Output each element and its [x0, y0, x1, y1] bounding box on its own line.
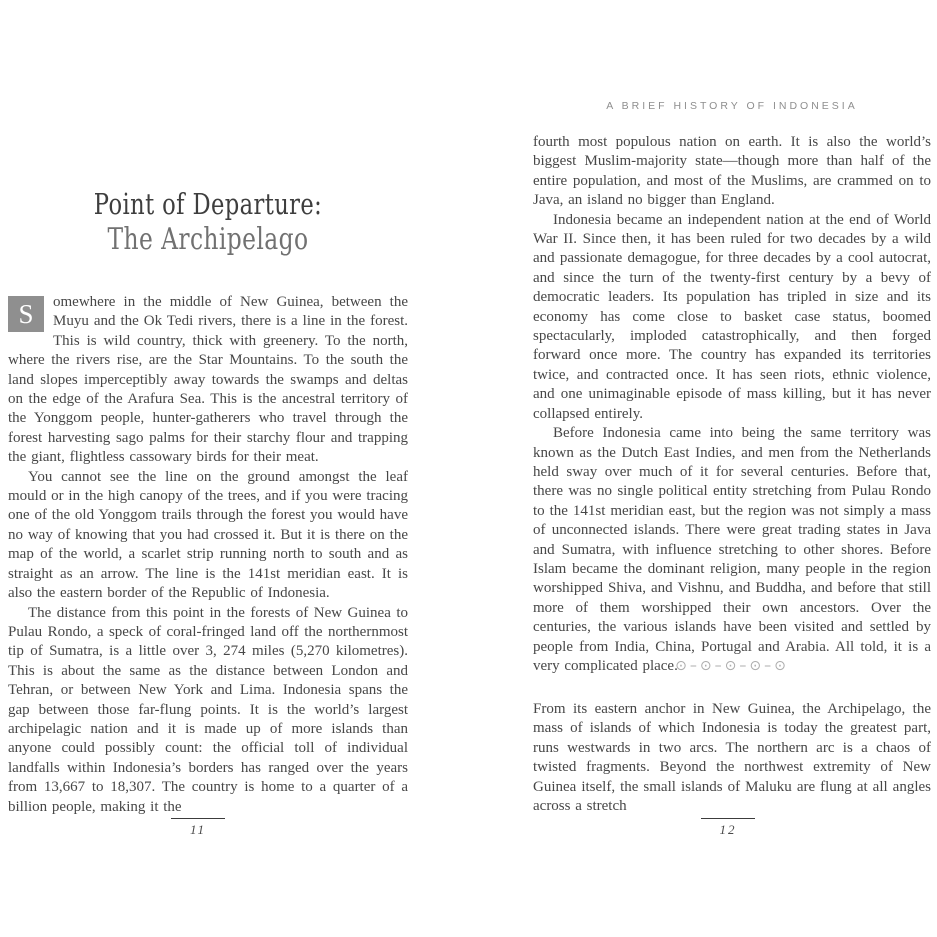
- left-page-footer: [8, 818, 388, 838]
- opening-paragraph: [8, 293, 408, 468]
- page-number: 12: [719, 822, 737, 837]
- page-left: [8, 0, 408, 937]
- opening-paragraph-text: omewhere in the middle of New Guinea, between the Muyu and the Ok Tedi rivers, there is a line in the forest. This is wild country, thick with greenery. To the north, where the rivers rise, are the Star Mountains. To the south the land slopes imperceptibly away towards the swamps and deltas on the edge of the Arafura Sea. This is the ancestral territory of the Yonggom people, hunter-gatherers who travel through the forest harvesting sago palms for their starchy flour and trapping the giant, flightless cassowary birds for their meat.: [8, 294, 408, 466]
- post-ornament-paragraph: From its eastern anchor in New Guinea, the Archipelago, the mass of islands of which Indonesia is today the greatest part, runs westwards in two arcs. The northern arc is a chaos of twisted fragments. Beyond the northwest extremity of New Guinea itself, the small islands of Maluku are flung at all angles across a stretch: [533, 701, 931, 815]
- footer-rule: [701, 818, 755, 819]
- right-page-footer: [533, 818, 923, 838]
- page-number: 11: [189, 822, 207, 837]
- paragraph: You cannot see the line on the ground amongst the leaf mould or in the high canopy of the trees, and if you were tracing one of the old Yonggom trails through the forest you would have no way of knowing that you had crossed it. But it is there on the map of the world, a scarlet strip running north to south and as straight as an arrow. The line is the 141st meridian east. It is also the eastern border of the Republic of Indonesia.: [8, 468, 408, 602]
- left-page-body: [8, 293, 408, 817]
- page-right: [533, 0, 931, 937]
- drop-cap: S: [8, 296, 44, 332]
- footer-rule: [171, 818, 225, 819]
- continuation-paragraph: fourth most populous nation on earth. It is also the world’s biggest Muslim-majority state—though more than half of the entire population, and most of the Muslims, are crammed on to Java, an island no bigger than England.: [533, 134, 931, 209]
- chapter-title: [8, 186, 408, 258]
- paragraph: The distance from this point in the forests of New Guinea to Pulau Rondo, a speck of coral-fringed land off the northernmost tip of Sumatra, is a little over 3, 274 miles (5,270 kilometres). This is about the same as the distance between London and Tehran, or between New York and Lima. Indonesia spans the gap between those far-flung points. It is the world’s largest archipelagic nation and it is made up of more islands than anyone could possibly count: the official toll of individual landfalls within Indonesia’s borders has ranged over the years from 13,667 to 18,307. The country is home to a quarter of a billion people, making it the: [8, 604, 408, 815]
- running-header: A BRIEF HISTORY OF INDONESIA: [606, 100, 858, 112]
- section-divider-ornament: ⊙–⊙–⊙–⊙–⊙: [675, 658, 789, 674]
- paragraph: Indonesia became an independent nation at the end of World War II. Since then, it has been ruled for two decades by a wild and passionate demagogue, for three decades by a cool autocrat, and since the turn of the twenty-first century by a bevy of democratic leaders. Its population has tripled in size and its economy has come close to basket case status, boomed spectacularly, imploded catastrophically, and then forged forward once more. The country has expanded its territories twice, and contracted once. It has seen riots, ethnic violence, and one unimaginable episode of mass killing, but it has never collapsed entirely.: [533, 211, 931, 422]
- paragraph: Before Indonesia came into being the same territory was known as the Dutch East Indies, and men from the Netherlands held sway over much of it for several centuries. Before that, there was no single political entity stretching from Pulau Rondo to the 141st meridian east, but the region was not simply a mass of unconnected islands. There were great trading states in Java and Sumatra, with influence stretching to other shores. Before Islam became the dominant religion, many people in the region worshipped Shiva, and Vishnu, and Buddha, and before that still more of them worshipped their own ancestors. Over the centuries, the various islands have been visited and settled by people from India, China, Portugal and Arabia. All told, it is a very complicated place.: [533, 425, 931, 674]
- right-page-body: [533, 133, 931, 676]
- chapter-title-line2: The Archipelago: [107, 222, 309, 257]
- chapter-title-line1: Point of Departure:: [93, 187, 323, 221]
